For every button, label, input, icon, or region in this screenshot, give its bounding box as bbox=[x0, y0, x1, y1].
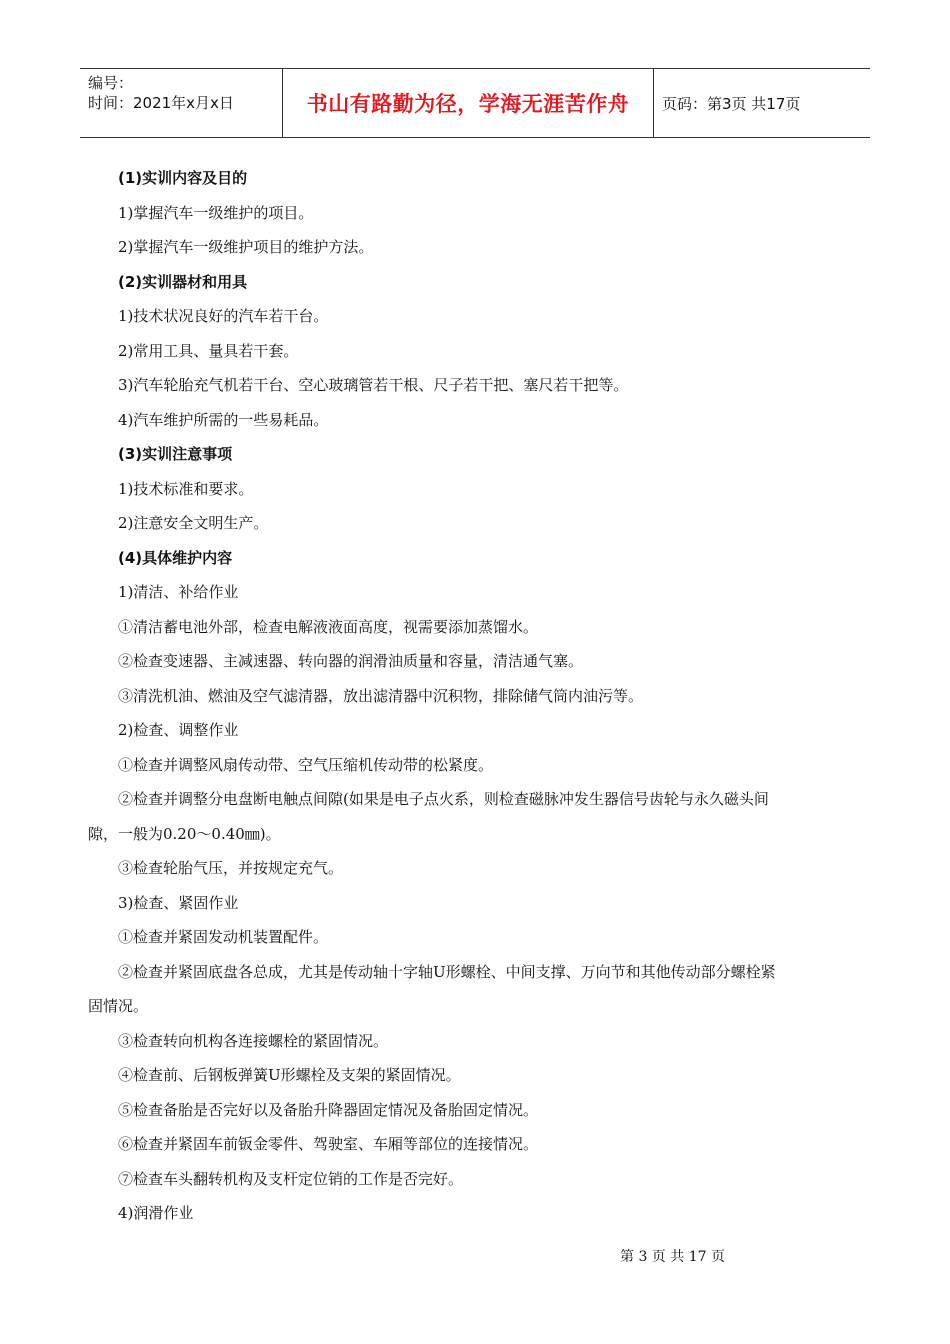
footer-page-number: 第 3 页 共 17 页 bbox=[620, 1249, 725, 1265]
section-heading: (3)实训注意事项 bbox=[118, 445, 233, 463]
paragraph-line: ①检查并调整风扇传动带、空气压缩机传动带的松紧度。 bbox=[118, 755, 494, 774]
paragraph-line: ③检查轮胎气压，并按规定充气。 bbox=[118, 859, 344, 877]
paragraph-line: ⑤检查备胎是否完好以及备胎升降器固定情况及备胎固定情况。 bbox=[118, 1100, 539, 1119]
paragraph-line: ⑥检查并紧固车前钣金零件、驾驶室、车厢等部位的连接情况。 bbox=[118, 1135, 539, 1153]
code-label: 编号： bbox=[88, 74, 134, 92]
paragraph-line: 1)清洁、补给作业 bbox=[118, 583, 239, 601]
paragraph-line: 4)汽车维护所需的一些易耗品。 bbox=[118, 410, 329, 429]
time-label: 时间：2021年x月x日 bbox=[88, 94, 234, 112]
paragraph-line: ②检查并紧固底盘各总成，尤其是传动轴十字轴U形螺栓、中间支撑、万向节和其他传动部分螺栓紧 bbox=[118, 962, 776, 981]
paragraph-line: ②检查并调整分电盘断电触点间隙(如果是电子点火系，则检查磁脉冲发生器信号齿轮与永久磁头间 bbox=[118, 790, 769, 808]
paragraph-line: ①清洁蓄电池外部，检查电解液液面高度，视需要添加蒸馏水。 bbox=[118, 617, 539, 636]
header-motto: 书山有路勤为径，学海无涯苦作舟 bbox=[282, 69, 654, 137]
paragraph-line: 3)检查、紧固作业 bbox=[118, 893, 239, 912]
paragraph-line: 1)技术标准和要求。 bbox=[118, 479, 254, 498]
paragraph-line: 3)汽车轮胎充气机若干台、空心玻璃管若干根、尺子若干把、塞尺若干把等。 bbox=[118, 376, 629, 394]
paragraph-line: 2)注意安全文明生产。 bbox=[118, 514, 269, 532]
paragraph-line: ②检查变速器、主减速器、转向器的润滑油质量和容量，清洁通气塞。 bbox=[118, 652, 584, 670]
header-table bbox=[80, 68, 870, 138]
paragraph-line: ⑦检查车头翻转机构及支杆定位销的工作是否完好。 bbox=[118, 1169, 464, 1188]
paragraph-line: 4)润滑作业 bbox=[118, 1204, 194, 1222]
paragraph-line: 2)检查、调整作业 bbox=[118, 721, 239, 739]
header-left-cell bbox=[80, 69, 282, 137]
paragraph-line: 2)掌握汽车一级维护项目的维护方法。 bbox=[118, 238, 374, 256]
document-body bbox=[88, 161, 868, 1231]
paragraph-line: ③清洗机油、燃油及空气滤清器，放出滤清器中沉积物，排除储气筒内油污等。 bbox=[118, 686, 644, 705]
paragraph-line: ③检查转向机构各连接螺栓的紧固情况。 bbox=[118, 1031, 389, 1050]
paragraph-line: ④检查前、后钢板弹簧U形螺栓及支架的紧固情况。 bbox=[118, 1066, 461, 1084]
paragraph-line: 1)技术状况良好的汽车若干台。 bbox=[118, 307, 329, 325]
section-heading: (4)具体维护内容 bbox=[118, 548, 233, 567]
section-heading: (2)实训器材和用具 bbox=[118, 272, 248, 291]
paragraph-continuation: 固情况。 bbox=[88, 997, 149, 1015]
section-heading: (1)实训内容及目的 bbox=[118, 169, 248, 187]
paragraph-line: 2)常用工具、量具若干套。 bbox=[118, 341, 299, 360]
header-page-info: 页码：第3页 共17页 bbox=[662, 94, 801, 113]
paragraph-line: 1)掌握汽车一级维护的项目。 bbox=[118, 203, 314, 222]
paragraph-line: ①检查并紧固发动机装置配件。 bbox=[118, 928, 329, 946]
paragraph-continuation: 隙，一般为0.20～0.40㎜)。 bbox=[88, 824, 281, 843]
